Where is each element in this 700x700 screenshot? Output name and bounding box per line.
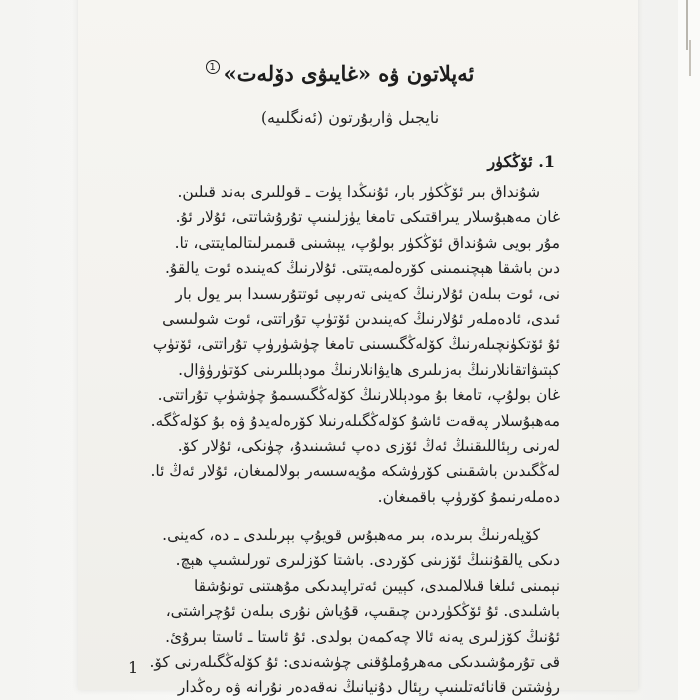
text-line: نى، ئوت بىلەن ئۇلارنىڭ كەينى تەرىپى ئوتتۇرىسىدا بىر يول بار xyxy=(175,284,560,303)
text-line: دىن باشقا ھېچنىمىنى كۆرەلمەيتتى. ئۇلارنىڭ كەينىدە ئوت يالقۇ. xyxy=(165,259,560,278)
section-heading: 1. ئۆڭكۈر xyxy=(487,152,555,171)
text-line: غان بولۇپ، تامغا بۇ مودېللارنىڭ كۆلەڭگىسىمۇ چۈشۈپ تۇراتتى. xyxy=(157,386,560,405)
text-line: لەرنى رېئاللىقنىڭ ئەڭ ئۆزى دەپ ئىشىنىدۇ، چۈنكى، ئۇلار كۆ. xyxy=(177,436,560,455)
text-line: باشلىدى. ئۇ ئۆڭكۈردىن چىقىپ، قۇياش نۇرى بىلەن ئۇچراشتى، xyxy=(165,602,560,621)
text-line: ئۇنىڭ كۆزلىرى يەنە ئالا چەكمەن بولدى. ئۇ ئاستا ـ ئاستا بىرۇئ. xyxy=(165,627,560,646)
text-line: مۇر بويى شۇنداق ئۆڭكۈر بولۇپ، يېشىنى قىمىرلىتالمايتتى، تا. xyxy=(174,233,560,252)
text-line: كېتىۋاتقانلارنىڭ بەزىلىرى ھايۋانلارنىڭ مودېللىرىنى كۆتۈرۈۋال. xyxy=(178,360,560,379)
text-line: دىكى يالقۇننىڭ ئۆزىنى كۆردى. باشتا كۆزلىرى تورلىشىپ ھېچ. xyxy=(175,551,560,570)
paragraph-gap xyxy=(128,510,560,523)
text-line: ئۇ ئۆتكۈنچىلەرنىڭ كۆلەڭگىسىنى تامغا چۈشۈرۈپ تۇراتتى، ئۆتۈپ xyxy=(152,335,560,354)
text-line: مەھبۇسلار پەقەت ئاشۇ كۆلەڭگىلەرنىلا كۆرەلەيدۇ ۋە بۇ كۆلەڭگە. xyxy=(150,411,560,430)
adjacent-page-edge xyxy=(678,0,700,700)
text-line: غان مەھبۇسلار يىراقتىكى تامغا يۈزلىنىپ تۇرۇشاتتى، ئۇلار ئۇ. xyxy=(175,208,560,227)
edge-mark-line xyxy=(689,40,691,76)
text-line: كۆپلەرنىڭ بىرىدە، بىر مەھبۇس قويۇپ بېرىلىدى ـ دە، كەينى. xyxy=(162,526,540,545)
text-line: قى تۇرمۇشىدىكى مەھرۇملۇقنى چۈشەندى: ئۇ كۆلەڭگىلەرنى كۆ. xyxy=(149,653,560,672)
title-row xyxy=(160,56,520,96)
author-line: نايجىل ۋاربۇرتون (ئەنگلىيە) xyxy=(260,108,440,127)
edge-mark-line xyxy=(686,0,688,50)
page-number: 1 xyxy=(128,658,139,677)
body-text xyxy=(128,180,560,700)
text-line: ئىدى، ئادەملەر ئۇلارنىڭ كەينىدىن ئۆتۈپ تۇراتتى، ئوت شولىسى xyxy=(162,309,560,328)
text-line: لەڭگىدىن باشقىنى كۆرۈشكە مۇيەسسەر بولالمىغان، ئۇلار ئەڭ ئا. xyxy=(150,462,560,481)
text-line: رۈشتىن قانائەتلىنىپ رېئال دۇنيانىڭ نەقەدەر نۇرانە ۋە رەڭدار xyxy=(177,678,560,697)
chapter-title: ئەپلاتون ۋە «غايىۋى دۆلەت» xyxy=(223,61,475,86)
text-line: شۇنداق بىر ئۆڭكۈر بار، ئۇنىڭدا پۈت ـ قوللىرى بەند قىلىن. xyxy=(177,183,540,201)
text-line: دەملەرنىمۇ كۆرۈپ باقمىغان. xyxy=(377,487,560,506)
text-line: نېمىنى ئىلغا قىلالمىدى، كېيىن ئەتراپىدىكى مۇھىتنى تونۇشقا xyxy=(193,576,560,595)
footnote-marker: 1 xyxy=(206,60,220,74)
